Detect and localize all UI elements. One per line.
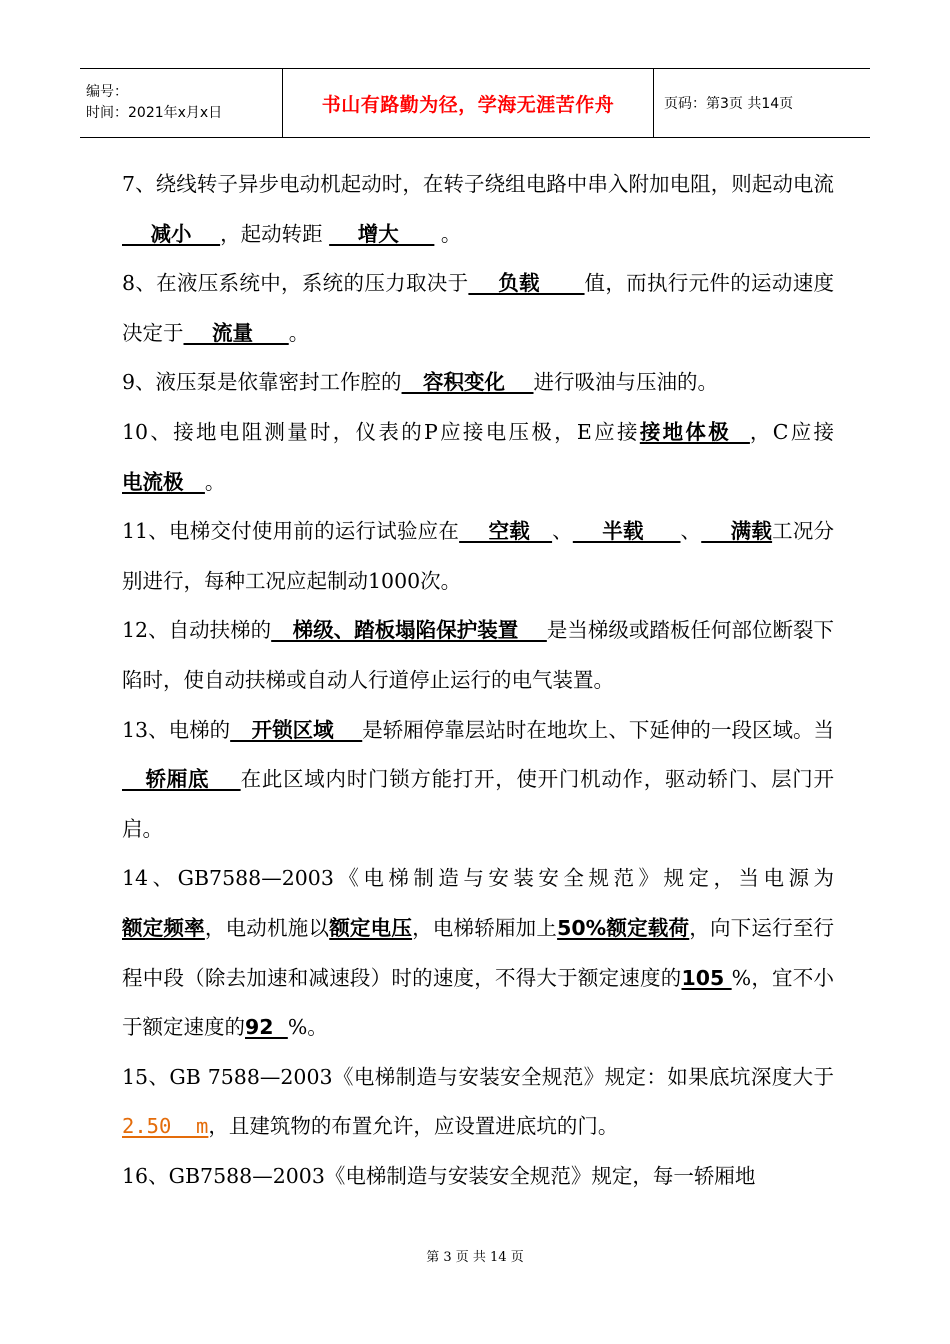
question-16: [122, 1152, 834, 1202]
question-text: ，C应接: [749, 419, 834, 444]
question-10: [122, 408, 834, 507]
question-text: 14、GB7588—2003《电梯制造与安装安全规范》规定，当电源为: [122, 866, 834, 891]
question-11: [122, 507, 834, 606]
header-page-info: 页码：第3页 共14页: [664, 96, 794, 112]
answer-blank: 减小: [122, 221, 221, 246]
question-text: 是当梯级或踏板任何部位断裂下陷时，使自动扶梯或自动人行道停止运行的电气装置。: [122, 618, 834, 692]
answer-blank: 轿厢底: [122, 767, 241, 792]
answer-blank: 2.50 m: [122, 1114, 209, 1139]
question-12: [122, 606, 834, 705]
question-text: 。: [288, 320, 310, 345]
question-8: [122, 259, 834, 358]
question-7: [122, 160, 834, 259]
question-text: 、: [552, 519, 573, 544]
question-text: 是轿厢停靠层站时在地坎上、下延伸的一段区域。当: [362, 717, 835, 742]
answer-blank: 额定频率: [122, 915, 205, 940]
question-13: [122, 706, 834, 855]
answer-blank: 增大: [329, 221, 435, 246]
question-text: 12、自动扶梯的: [122, 618, 272, 643]
question-text: 工况分别进行，每种工况应起制动1000次。: [122, 519, 835, 593]
question-text: 16、GB7588—2003《电梯制造与安装安全规范》规定，每一轿厢地: [122, 1163, 756, 1188]
answer-blank: 92: [245, 1015, 288, 1040]
header-meta: [80, 69, 283, 137]
answer-blank: 接地体极: [639, 419, 750, 444]
question-text: ，且建筑物的布置允许，应设置进底坑的门。: [208, 1114, 619, 1139]
question-text: 10、接地电阻测量时，仪表的P应接电压极，E应接: [122, 419, 640, 444]
answer-blank: 容积变化: [401, 370, 534, 395]
question-text: %，宜不小于额定速度的: [122, 965, 835, 1040]
page-header: [80, 68, 870, 138]
document-body: [122, 160, 834, 1201]
question-text: ，起动转距: [220, 221, 323, 246]
doc-number-label: 编号：: [86, 84, 128, 100]
question-text: 11、电梯交付使用前的运行试验应在: [122, 519, 460, 544]
question-15: [122, 1053, 834, 1152]
question-14: [122, 854, 834, 1052]
question-text: %。: [287, 1015, 328, 1040]
question-text: 8、在液压系统中，系统的压力取决于: [122, 271, 469, 296]
question-text: 、: [680, 519, 702, 544]
answer-blank: 50%额定载荷: [557, 915, 690, 940]
question-text: 。: [204, 469, 226, 494]
question-text: 在此区域内时门锁方能打开，使开门机动作，驱动轿门、层门开启。: [122, 767, 834, 841]
question-text: ，电动机施以: [204, 915, 330, 940]
answer-blank: 电流极: [122, 469, 205, 494]
question-text: ，电梯轿厢加上: [412, 915, 558, 940]
answer-blank: 流量: [183, 320, 289, 345]
question-text: 13、电梯的: [122, 717, 231, 742]
answer-blank: 半载: [572, 519, 681, 544]
question-9: [122, 358, 834, 408]
answer-blank: 满载: [701, 519, 773, 544]
doc-time-label: 时间：2021年x月x日: [86, 105, 223, 121]
page-footer: 第 3 页 共 14 页: [426, 1250, 524, 1265]
answer-blank: 梯级、踏板塌陷保护装置: [271, 618, 547, 643]
question-text: 9、液压泵是依靠密封工作腔的: [122, 370, 402, 395]
answer-blank: 空载: [459, 519, 553, 544]
question-text: 7、绕线转子异步电动机起动时，在转子绕组电路中串入附加电阻，则起动电流: [122, 172, 834, 196]
question-text: 进行吸油与压油的。: [533, 370, 719, 395]
answer-blank: 开锁区域: [230, 717, 363, 742]
answer-blank: 105: [681, 965, 732, 990]
question-text: 值，而执行元件的运动速度决定于: [122, 271, 835, 345]
question-text: ，向下运行至行程中段（除去加速和减速段）时的速度，不得大于额定速度的: [122, 915, 835, 990]
question-text: 。: [440, 221, 462, 246]
answer-blank: 负载: [468, 271, 585, 296]
answer-blank: 额定电压: [329, 915, 413, 940]
header-motto: 书山有路勤为径，学海无涯苦作舟: [283, 69, 654, 137]
question-text: 15、GB 7588—2003《电梯制造与安装安全规范》规定：如果底坑深度大于: [122, 1064, 834, 1089]
